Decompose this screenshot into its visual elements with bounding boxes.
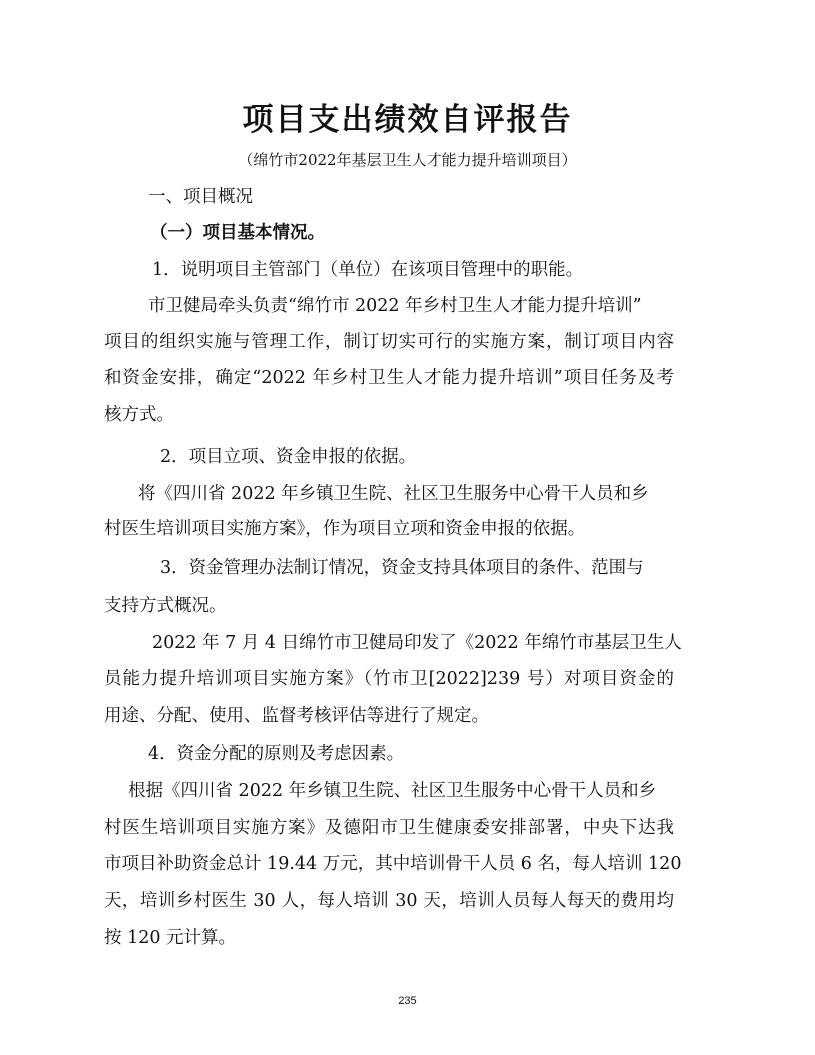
paragraph-line: 村医生培训项目实施方案》及德阳市卫生健康委安排部署，中央下达我 (104, 818, 674, 838)
paragraph-line: 根据《四川省 2022 年乡镇卫生院、社区卫生服务中心骨干人员和乡 (128, 781, 657, 801)
paragraph-line: 按 120 元计算。 (104, 928, 237, 948)
paragraph-line: 员能力提升培训项目实施方案》（竹市卫[2022]239 号）对项目资金的 (104, 669, 674, 689)
paragraph-line: 村医生培训项目实施方案》，作为项目立项和资金申报的依据。 (104, 519, 586, 539)
paragraph-line: 市项目补助资金总计 19.44 万元，其中培训骨干人员 6 名，每人培训 120 (104, 854, 682, 874)
paragraph-line: 用途、分配、使用、监督考核评估等进行了规定。 (104, 706, 489, 726)
item-heading: 3．资金管理办法制订情况，资金支持具体项目的条件、范围与 (160, 558, 644, 578)
paragraph-line: 核方式。 (104, 405, 174, 425)
item-heading: 1．说明项目主管部门（单位）在该项目管理中的职能。 (152, 260, 584, 280)
subsection-heading: （一）项目基本情况。 (150, 223, 325, 243)
page-title: 项目支出绩效自评报告 (242, 102, 573, 138)
page-subtitle: （绵竹市2022年基层卫生人才能力提升培训项目） (238, 151, 577, 169)
page-number: 235 (398, 995, 417, 1007)
paragraph-line: 项目的组织实施与管理工作，制订切实可行的实施方案，制订项目内容 (104, 332, 674, 352)
paragraph-line: 将《四川省 2022 年乡镇卫生院、社区卫生服务中心骨干人员和乡 (138, 484, 649, 504)
paragraph-line: 天，培训乡村医生 30 人，每人培训 30 天，培训人员每人每天的费用均 (104, 891, 674, 911)
paragraph-line: 2022 年 7 月 4 日绵竹市卫健局印发了《2022 年绵竹市基层卫生人 (152, 633, 682, 653)
item-heading: 支持方式概况。 (104, 596, 227, 616)
item-heading: 4．资金分配的原则及考虑因素。 (148, 744, 405, 764)
paragraph-line: 市卫健局牵头负责“绵竹市 2022 年乡村卫生人才能力提升培训” (148, 296, 642, 316)
paragraph-line: 和资金安排，确定“2022 年乡村卫生人才能力提升培训”项目任务及考 (104, 368, 674, 388)
section-heading: 一、项目概况 (148, 187, 253, 207)
item-heading: 2．项目立项、资金申报的依据。 (160, 447, 417, 467)
